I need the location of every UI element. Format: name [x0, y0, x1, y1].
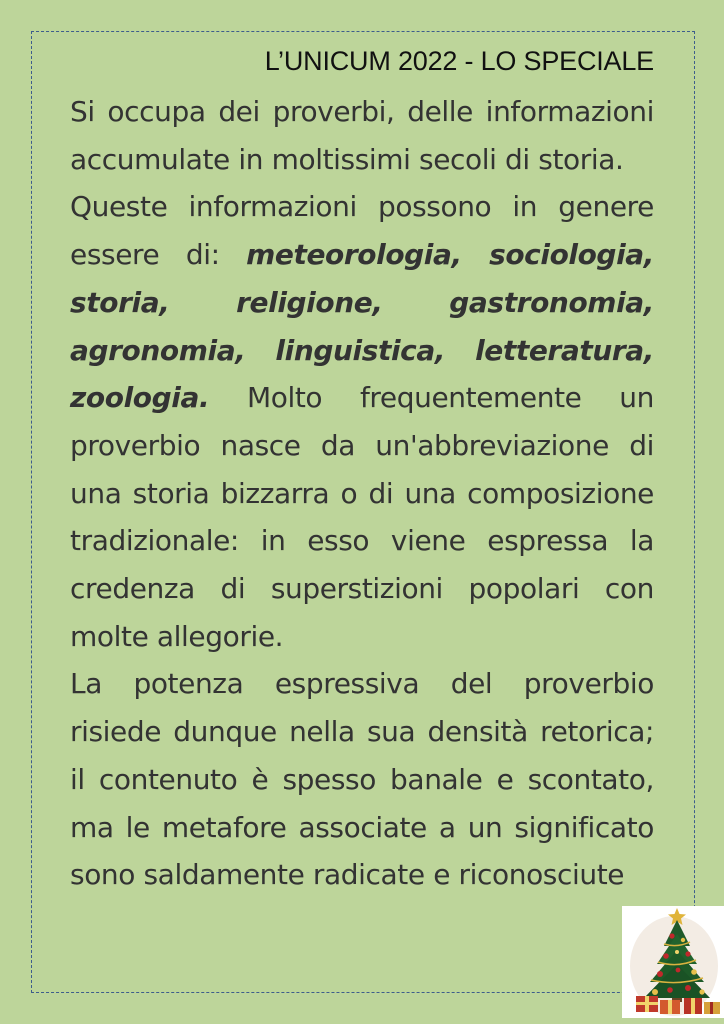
paragraph-2-rest: Molto frequentemente un proverbio nasce da un'abbreviazione di una storia bizzarra o di una composizione tradizionale: in esso viene espressa la credenza di superstizioni popolari con molte allegorie.	[70, 381, 654, 653]
paragraph-3: La potenza espressiva del proverbio risiede dunque nella sua densità retorica; il contenuto è spesso banale e scontato, ma le metafore associate a un significato sono saldamente radicate e riconosciute	[70, 667, 654, 892]
paragraph-1: Si occupa dei proverbi, delle informazioni accumulate in moltissimi secoli di storia.	[70, 95, 654, 176]
article-body	[70, 88, 654, 899]
topics-list: meteorologia, sociologia, storia, religione, gastronomia, agronomia, linguistica, letteratura, zoologia.	[70, 238, 655, 415]
page-header: L’UNICUM 2022 - LO SPECIALE	[264, 46, 654, 76]
christmas-tree-icon	[622, 906, 724, 1018]
paragraph-2	[70, 183, 654, 660]
paragraph-2-intro: Queste informazioni possono in genere essere di:	[70, 190, 654, 272]
